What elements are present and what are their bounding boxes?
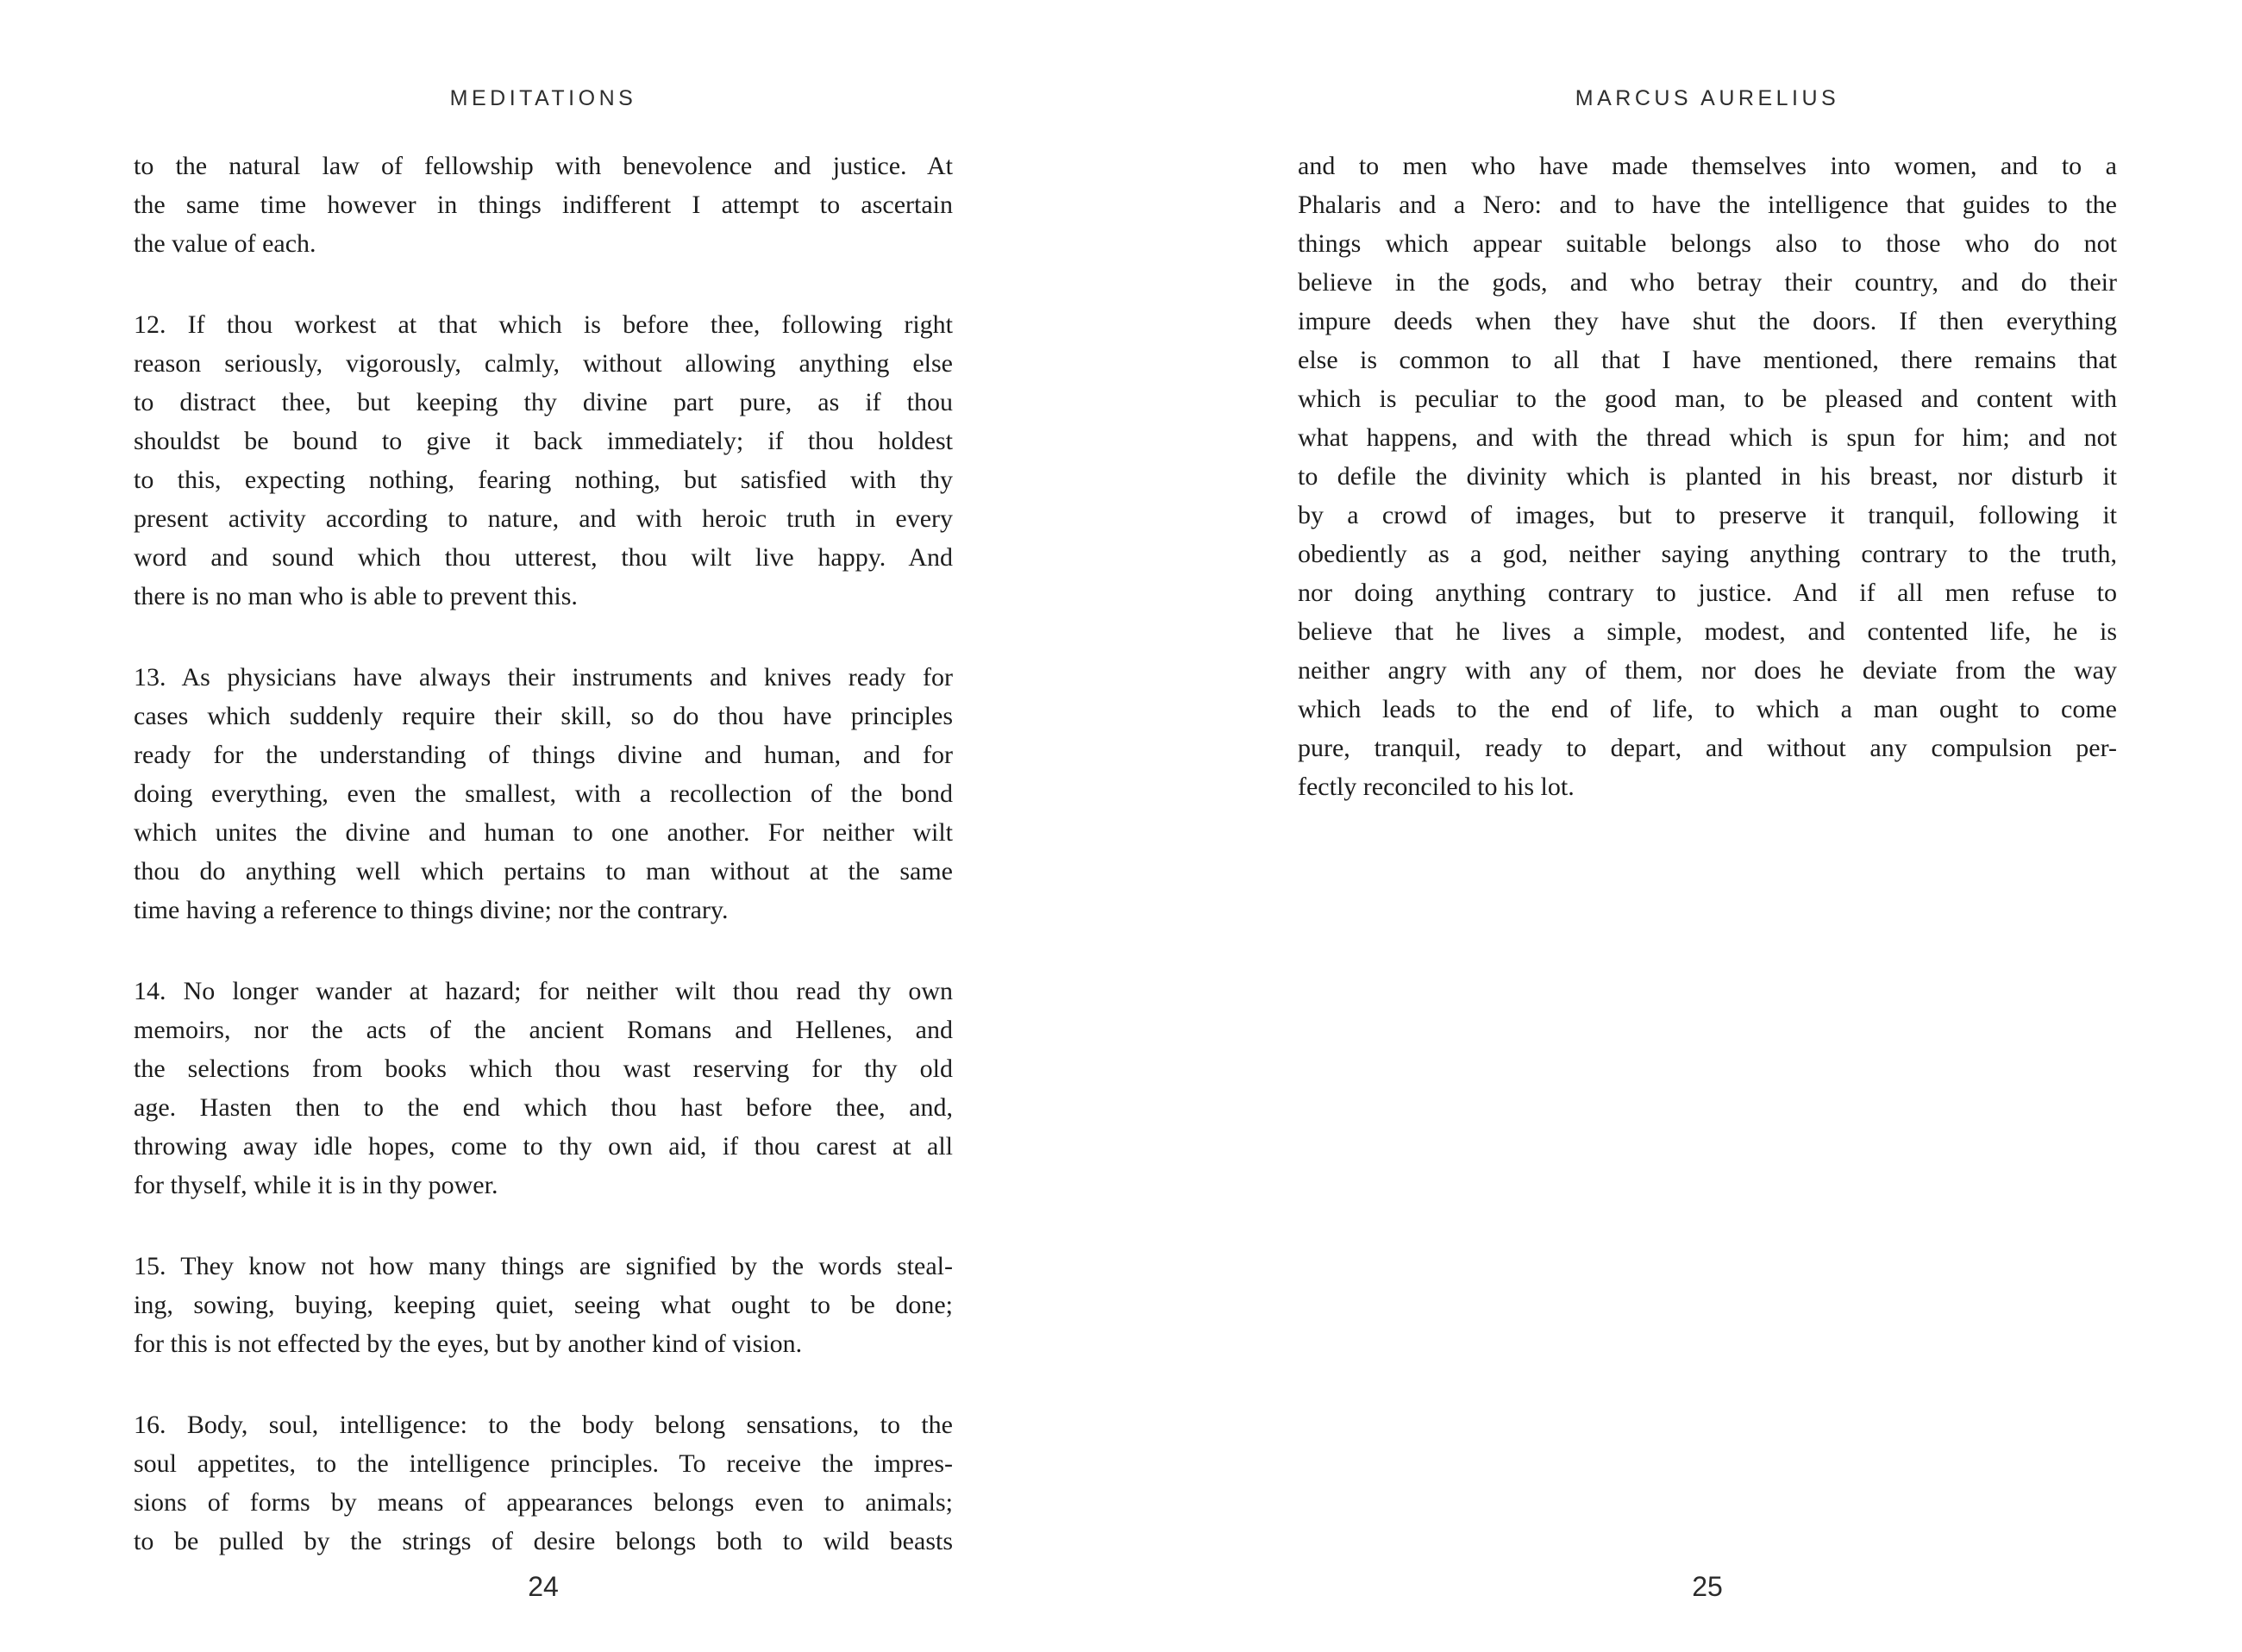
text-line: believe in the gods, and who betray their country, and do their [1298, 268, 2117, 297]
text-line: memoirs, nor the acts of the ancient Romans and Hellenes, and [134, 1016, 953, 1044]
text-line: the same time however in things indifferent I attempt to ascertain [134, 191, 953, 219]
text-line: 15. They know not how many things are signified by the words steal- [134, 1252, 953, 1280]
text-line: ready for the understanding of things divine and human, and for [134, 741, 953, 769]
text-line: time having a reference to things divine; nor the contrary. [134, 896, 729, 924]
paragraph [134, 1247, 953, 1363]
paragraph [134, 305, 953, 616]
text-line: thou do anything well which pertains to man without at the same [134, 857, 953, 885]
paragraph [134, 147, 953, 263]
text-line: and to men who have made themselves into women, and to a [1298, 152, 2117, 180]
text-line: what happens, and with the thread which is spun for him; and not [1298, 423, 2117, 452]
text-line: soul appetites, to the intelligence principles. To receive the impres- [134, 1449, 953, 1478]
paragraph [134, 1405, 953, 1561]
text-line: the selections from books which thou wast reserving for thy old [134, 1054, 953, 1083]
text-line: fectly reconciled to his lot. [1298, 773, 1575, 801]
text-line: 12. If thou workest at that which is before thee, following right [134, 310, 953, 339]
paragraph [134, 658, 953, 929]
text-line: pure, tranquil, ready to depart, and without any compulsion per- [1298, 734, 2117, 762]
text-line: to be pulled by the strings of desire belongs both to wild beasts [134, 1527, 953, 1555]
text-line: to this, expecting nothing, fearing nothing, but satisfied with thy [134, 466, 953, 494]
text-line: for this is not effected by the eyes, but by another kind of vision. [134, 1330, 803, 1358]
text-line: things which appear suitable belongs also to those who do not [1298, 229, 2117, 258]
text-line: cases which suddenly require their skill, so do thou have principles [134, 702, 953, 730]
left-page-number: 24 [528, 1571, 559, 1602]
text-line: reason seriously, vigorously, calmly, without allowing anything else [134, 349, 953, 378]
right-page-number: 25 [1692, 1571, 1723, 1602]
text-line: to distract thee, but keeping thy divine part pure, as if thou [134, 388, 953, 416]
right-page-body [1298, 147, 2117, 848]
paragraph [1298, 147, 2117, 806]
text-line: nor doing anything contrary to justice. And if all men refuse to [1298, 579, 2117, 607]
text-line: sions of forms by means of appearances belongs even to animals; [134, 1488, 953, 1517]
right-page [1298, 0, 2117, 1652]
text-line: neither angry with any of them, nor does he deviate from the way [1298, 656, 2117, 685]
text-line: 14. No longer wander at hazard; for neither wilt thou read thy own [134, 977, 953, 1005]
text-line: shouldst be bound to give it back immediately; if thou holdest [134, 427, 953, 455]
text-line: which is peculiar to the good man, to be pleased and content with [1298, 385, 2117, 413]
text-line: by a crowd of images, but to preserve it tranquil, following it [1298, 501, 2117, 529]
text-line: present activity according to nature, and with heroic truth in every [134, 504, 953, 533]
left-page [134, 0, 953, 1652]
text-line: obediently as a god, neither saying anything contrary to the truth, [1298, 540, 2117, 568]
text-line: Phalaris and a Nero: and to have the intelligence that guides to the [1298, 191, 2117, 219]
left-page-body [134, 147, 953, 1603]
text-line: which unites the divine and human to one another. For neither wilt [134, 818, 953, 847]
text-line: throwing away idle hopes, come to thy own aid, if thou carest at all [134, 1132, 953, 1161]
text-line: 13. As physicians have always their instruments and knives ready for [134, 663, 953, 691]
text-line: ing, sowing, buying, keeping quiet, seeing what ought to be done; [134, 1291, 953, 1319]
left-running-head: MEDITATIONS [449, 86, 637, 110]
text-line: to the natural law of fellowship with benevolence and justice. At [134, 152, 953, 180]
text-line: age. Hasten then to the end which thou hast before thee, and, [134, 1093, 953, 1122]
text-line: there is no man who is able to prevent this. [134, 582, 578, 610]
right-running-head: MARCUS AURELIUS [1575, 86, 1840, 110]
text-line: believe that he lives a simple, modest, and contented life, he is [1298, 617, 2117, 646]
text-line: the value of each. [134, 229, 316, 258]
text-line: which leads to the end of life, to which a man ought to come [1298, 695, 2117, 723]
text-line: for thyself, while it is in thy power. [134, 1171, 498, 1199]
text-line: to defile the divinity which is planted in his breast, nor disturb it [1298, 462, 2117, 491]
text-line: 16. Body, soul, intelligence: to the body belong sensations, to the [134, 1411, 953, 1439]
text-line: else is common to all that I have mentioned, there remains that [1298, 346, 2117, 374]
paragraph [134, 972, 953, 1205]
text-line: word and sound which thou utterest, thou wilt live happy. And [134, 543, 953, 572]
text-line: doing everything, even the smallest, with a recollection of the bond [134, 779, 953, 808]
text-line: impure deeds when they have shut the doors. If then everything [1298, 307, 2117, 335]
